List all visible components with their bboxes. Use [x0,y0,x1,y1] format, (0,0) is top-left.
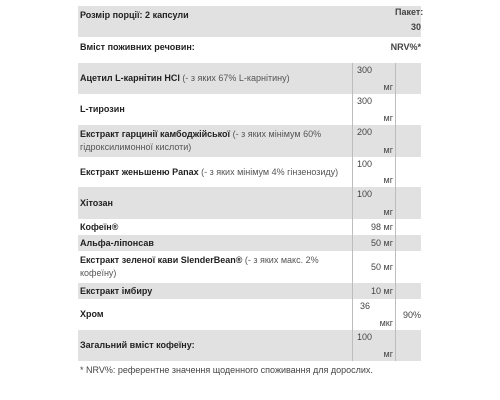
ingredient-name: L-тирозин [80,104,125,114]
nrv-cell [395,63,421,94]
nrv-cell [395,330,421,361]
nrv-cell [395,251,421,283]
amount-cell: 300 мг [357,65,393,92]
nrv-cell [395,219,421,235]
amount-cell: 50 мг [371,238,393,248]
amount-cell: 50 мг [371,262,393,272]
table-row [78,299,421,330]
package-value: 30 [410,22,421,32]
ingredient-name: Екстракт гарцинії камбоджійської (- з яких мінімум 60% гідроксилимонної кислоти) [80,129,322,152]
amount-cell: 100 мг [357,159,393,185]
nrv-cell [395,157,421,187]
content-label: Вміст поживних речовин: [80,42,195,52]
table-row [78,283,421,299]
amount-cell: 100 мг [357,189,393,217]
footnote: * NRV%: референтне значення щоденного споживання для дорослих. [80,365,373,375]
nrv-cell [395,125,421,157]
package-label: Пакет: [395,7,424,17]
ingredient-name: Хітозан [80,197,113,208]
supplement-facts-table [78,6,424,375]
table-row [78,125,421,157]
serving-size-label: Розмір порції: 2 капсули [80,10,189,20]
ingredient-name: Альфа-ліпонсав [80,237,154,248]
nrv-cell [395,235,421,251]
table-row [78,63,421,94]
ingredient-name: Кофеїн® [80,221,119,232]
header-content-row [78,37,421,57]
nrv-header: NRV%* [390,41,421,52]
nrv-cell: 90% [402,309,421,320]
nrv-cell [395,283,421,299]
amount-cell: 300 мг [357,96,393,123]
table-row [78,251,421,283]
amount-cell: 10 мг [371,286,393,296]
ingredient-name: Екстракт імбиру [80,285,153,296]
amount-cell: 100 мг [357,332,393,359]
nrv-cell [395,94,421,125]
table-row [78,219,421,235]
nrv-cell [395,187,421,219]
ingredient-name: Загальний вміст кофеїну: [80,340,195,350]
header-serving-row [78,6,424,37]
package-header [395,6,424,33]
ingredient-name: Ацетил L-карнітин HCl (- з яких 67% L-карнітину) [80,73,290,83]
table-row [78,94,421,125]
table-row [78,330,421,361]
table-row [78,235,421,251]
table-row [78,157,421,187]
ingredient-name: Екстракт женьшеню Panax (- з яких мінімум 4% гінзенозиду) [80,166,339,177]
amount-cell: 200 мг [357,127,393,155]
amount-cell: 98 мг [371,222,393,232]
amount-cell: 36 мкг [360,301,393,328]
ingredient-name: Екстракт зеленої кави SlenderBean® (- з яких макс. 2% кофеїну) [80,255,319,278]
ingredient-name: Хром [80,309,104,319]
table-row [78,187,421,219]
